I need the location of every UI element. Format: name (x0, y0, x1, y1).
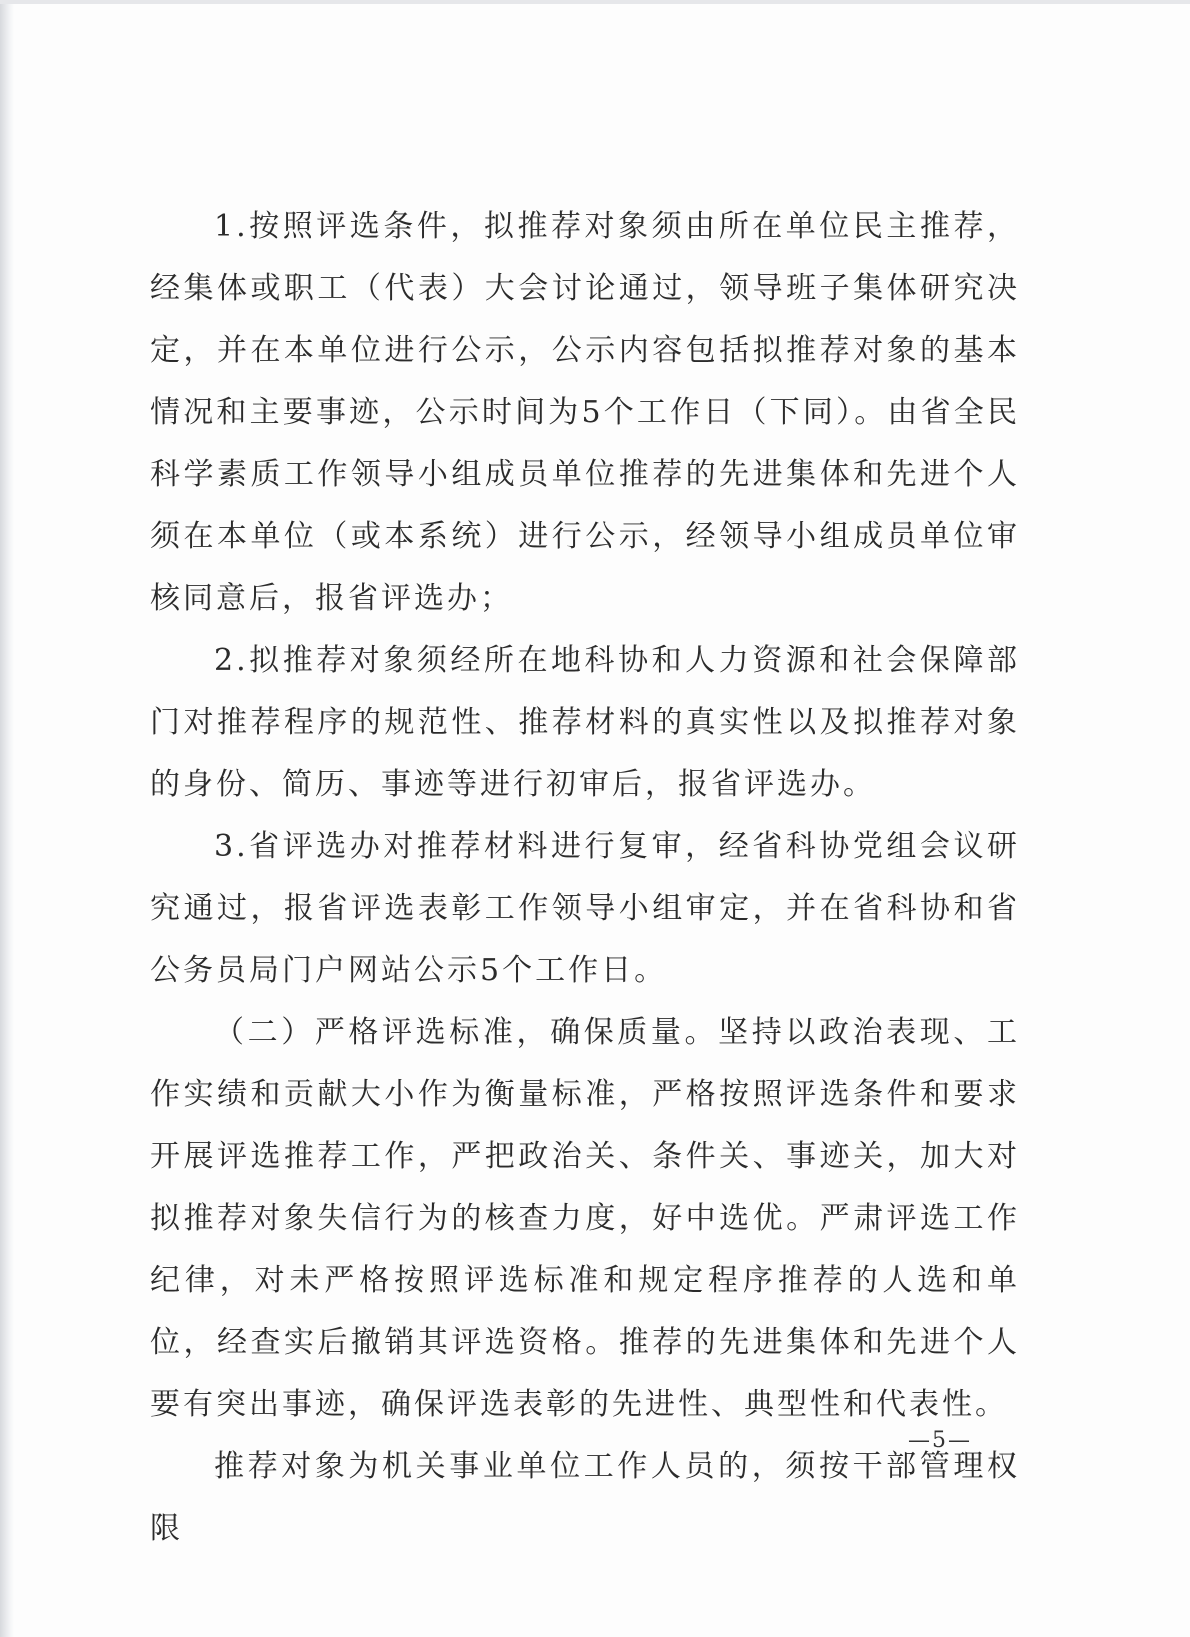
document-body (150, 196, 1020, 1560)
paragraph-2: 2.拟推荐对象须经所在地科协和人力资源和社会保障部门对推荐程序的规范性、推荐材料的真实性以及拟推荐对象的身份、简历、事迹等进行初审后，报省评选办。 (150, 643, 1020, 802)
scan-edge-left (0, 0, 14, 1637)
scan-edge-top (0, 0, 1190, 4)
paragraph-4: （二）严格评选标准，确保质量。坚持以政治表现、工作实绩和贡献大小作为衡量标准，严格按照评选条件和要求开展评选推荐工作，严把政治关、条件关、事迹关，加大对拟推荐对象失信行为的核查力度，好中选优。严肃评选工作纪律，对未严格按照评选标准和规定程序推荐的人选和单位，经查实后撤销其评选资格。推荐的先进集体和先进个人要有突出事迹，确保评选表彰的先进性、典型性和代表性。 (150, 1015, 1020, 1422)
paragraph-3: 3.省评选办对推荐材料进行复审，经省科协党组会议研究通过，报省评选表彰工作领导小组审定，并在省科协和省公务员局门户网站公示5个工作日。 (150, 829, 1020, 988)
paragraph-1: 1.按照评选条件，拟推荐对象须由所在单位民主推荐，经集体或职工（代表）大会讨论通过，领导班子集体研究决定，并在本单位进行公示，公示内容包括拟推荐对象的基本情况和主要事迹，公示时间为5个工作日（下同）。由省全民科学素质工作领导小组成员单位推荐的先进集体和先进个人须在本单位（或本系统）进行公示，经领导小组成员单位审核同意后，报省评选办； (150, 209, 1020, 616)
page-number: —5— (908, 1428, 972, 1453)
paragraph-5: 推荐对象为机关事业单位工作人员的，须按干部管理权限 (150, 1449, 1020, 1546)
